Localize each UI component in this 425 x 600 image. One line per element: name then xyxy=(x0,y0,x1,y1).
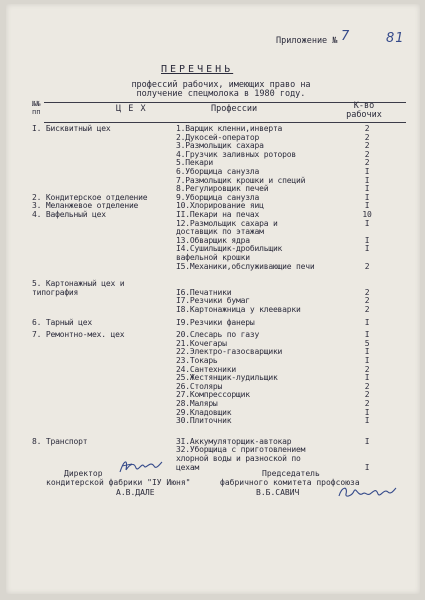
table-cell-count: 2 xyxy=(364,399,370,408)
table-cell-count: 2 xyxy=(364,124,370,133)
chairman-name: В.Б.САВИЧ xyxy=(256,488,300,497)
table-cell-department: 4. Вафельный цех xyxy=(32,210,106,219)
table-cell-count: 2 xyxy=(364,149,370,159)
table-cell-profession: 28.Маляры xyxy=(176,399,218,408)
document-title: ПЕРЕЧЕНЬ xyxy=(161,64,234,75)
table-cell-count: 2 xyxy=(364,158,370,168)
table-cell-department: 3. Меланжевое отделение xyxy=(32,201,139,211)
table-cell-profession: 1.Варщик кленни,инверта xyxy=(176,124,283,133)
table-cell-count: 2 xyxy=(364,364,370,374)
table-cell-count: I xyxy=(364,462,370,472)
table-cell-profession: 7.Размольщик крошки и специй xyxy=(176,175,306,185)
table-cell-profession: 4.Грузчик заливных роторов xyxy=(176,149,297,159)
column-header-dept: Ц Е Х xyxy=(116,104,147,114)
table-cell-count: 10 xyxy=(362,210,372,219)
table-cell-profession: 3I.Аккумуляторщик-автокар xyxy=(176,436,292,446)
table-cell-profession: 2.Дукосей-оператор xyxy=(176,132,260,142)
table-cell-profession: I8.Картонажница у клееварки xyxy=(176,305,301,314)
table-cell-profession: 3.Размольщик сахара xyxy=(176,141,264,151)
chairman-signature xyxy=(336,482,398,502)
table-cell-profession: 8.Регулировщик печей xyxy=(176,184,269,194)
table-cell-department: 8. Транспорт xyxy=(32,436,88,446)
table-cell-profession: 5.Пекари xyxy=(176,158,213,168)
table-cell-count: I xyxy=(364,356,370,365)
table-cell-profession: 6.Уборщица санузла xyxy=(176,167,260,176)
table-cell-profession: 26.Столяры xyxy=(176,381,223,391)
table-cell-count: I xyxy=(364,175,370,185)
table-cell-count: 2 xyxy=(364,287,370,297)
table-cell-profession: II.Пекари на печах xyxy=(176,210,260,219)
table-cell-department: типография xyxy=(32,287,79,297)
table-cell-count: I xyxy=(364,407,370,417)
table-cell-count: 2 xyxy=(364,305,370,314)
table-cell-profession: 20.Слесарь по газу xyxy=(176,330,260,340)
director-org: кондитерской фабрики "IУ Июня" xyxy=(46,478,191,487)
table-cell-count: I xyxy=(364,317,370,327)
table-cell-profession: 21.Кочегары xyxy=(176,338,227,348)
table-cell-profession: 12.Размольщик сахара и xyxy=(176,218,278,228)
table-cell-department: 5. Картонажный цех и xyxy=(32,279,125,289)
table-cell-count: I xyxy=(364,167,370,176)
table-cell-profession: цехам xyxy=(176,462,200,472)
table-cell-count: I xyxy=(364,244,370,254)
table-cell-profession: 22.Электро-газосварщики xyxy=(176,347,283,357)
annex-label: Приложение № xyxy=(276,36,338,46)
table-cell-profession: I5.Механики,обслуживающие печи xyxy=(176,261,315,271)
table-cell-count: I xyxy=(364,218,370,228)
table-cell-count: I xyxy=(364,373,370,383)
document-page xyxy=(6,4,420,594)
table-cell-count: 2 xyxy=(364,141,370,151)
director-name: А.В.ДАЛЕ xyxy=(116,488,155,497)
table-cell-count: I xyxy=(364,184,370,194)
column-header-num: №№ пп xyxy=(32,100,41,116)
table-cell-department: 7. Ремонтно-мех. цех xyxy=(32,330,125,340)
table-cell-count: I xyxy=(364,201,370,211)
table-cell-count: 2 xyxy=(364,390,370,400)
table-cell-count: I xyxy=(364,416,370,426)
table-cell-profession: 24.Сантехники xyxy=(176,364,237,374)
table-cell-count: I xyxy=(364,235,370,245)
column-header-prof: Профессии xyxy=(211,104,258,114)
table-cell-profession: вафельной крошки xyxy=(176,253,250,262)
table-cell-profession: I9.Резчики фанеры xyxy=(176,317,255,327)
table-cell-count: I xyxy=(364,330,370,340)
table-cell-count: 5 xyxy=(364,338,370,348)
table-cell-count: I xyxy=(364,192,370,202)
table-cell-profession: 29.Кладовщик xyxy=(176,407,232,417)
table-cell-department: 6. Тарный цех xyxy=(32,317,93,327)
table-cell-count: 2 xyxy=(364,381,370,391)
subtitle-line-1: профессий рабочих, имеющих право на xyxy=(131,80,311,90)
table-cell-profession: 27.Компрессорщик xyxy=(176,390,250,400)
table-cell-profession: 25.Жестянщик-лудильщик xyxy=(176,373,278,383)
table-cell-department: 2. Кондитерское отделение xyxy=(32,192,148,202)
table-cell-profession: доставщик по этажам xyxy=(176,227,264,237)
table-cell-profession: 30.Плиточник xyxy=(176,416,232,426)
table-header-rule xyxy=(44,122,406,123)
table-cell-count: 2 xyxy=(364,296,370,306)
table-cell-count: I xyxy=(364,347,370,357)
table-cell-profession: 23.Токарь xyxy=(176,356,218,365)
table-cell-profession: I6.Печатники xyxy=(176,287,232,297)
subtitle-line-2: получение спецмолока в 1980 году. xyxy=(136,89,306,99)
table-cell-profession: 13.Обварщик ядра xyxy=(176,235,250,245)
annex-number: 7 xyxy=(341,29,350,44)
chairman-org: фабричного комитета профсоюза xyxy=(220,478,360,487)
folio-number: 81 xyxy=(386,31,405,46)
table-cell-count: I xyxy=(364,436,370,446)
table-cell-profession: 10.Хлорирование яиц xyxy=(176,201,264,211)
director-signature xyxy=(116,456,166,478)
table-cell-count: 2 xyxy=(364,261,370,271)
chairman-title: Председатель xyxy=(262,469,320,478)
table-cell-profession: хлорной воды и разноской по xyxy=(176,454,301,463)
column-header-count: К-во рабочих xyxy=(346,101,382,120)
table-cell-profession: 9.Уборщица санузла xyxy=(176,192,260,202)
table-cell-profession: I4.Сушильщик-дробильщик xyxy=(176,244,283,254)
table-cell-department: I. Бисквитный цех xyxy=(32,124,111,133)
director-title: Директор xyxy=(64,469,103,478)
table-cell-count: 2 xyxy=(364,132,370,142)
table-cell-profession: I7.Резчики бумаг xyxy=(176,296,250,306)
table-cell-profession: 32.Уборщица с приготовлением xyxy=(176,445,306,455)
